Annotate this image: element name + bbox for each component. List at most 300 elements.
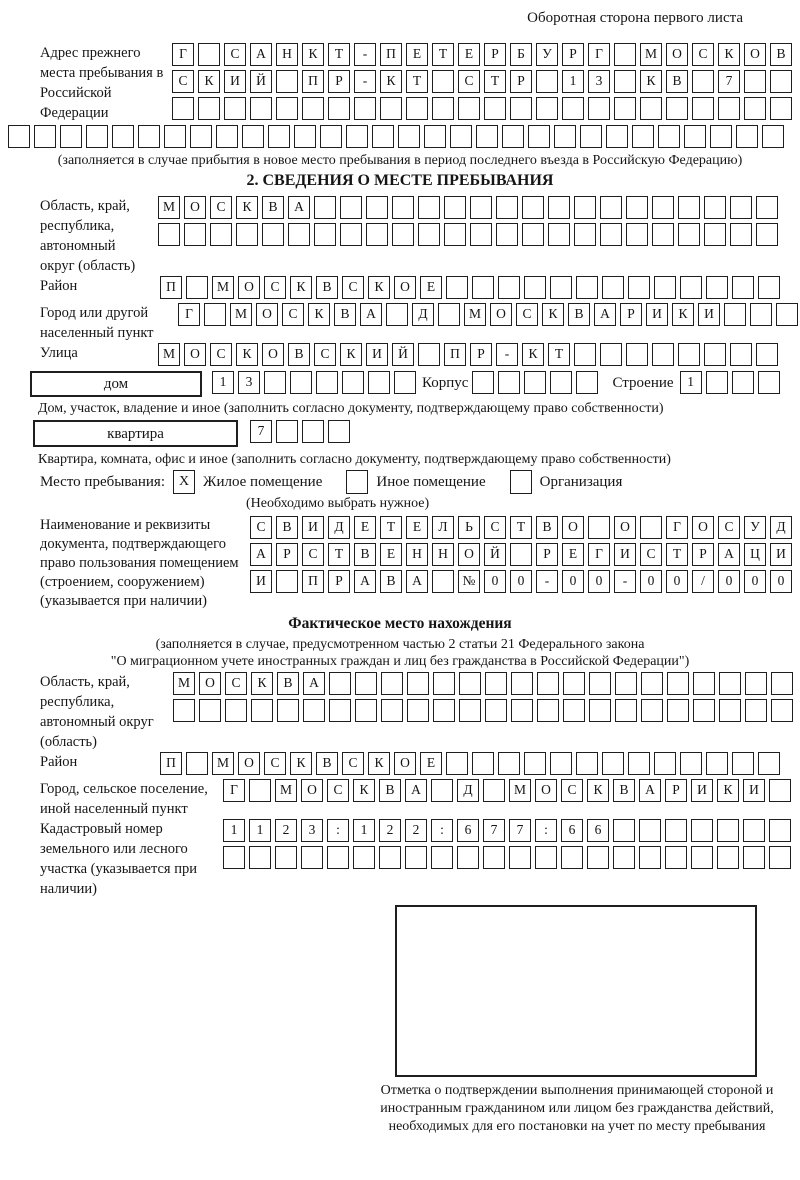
char-box: 1 bbox=[223, 819, 245, 842]
fact-oblast-row-1 bbox=[173, 672, 797, 695]
char-box bbox=[691, 846, 713, 869]
char-box bbox=[302, 420, 324, 443]
char-box: Т bbox=[666, 543, 688, 566]
char-box bbox=[277, 699, 299, 722]
char-box: В bbox=[380, 570, 402, 593]
char-box bbox=[264, 371, 286, 394]
gorod-field bbox=[40, 303, 800, 343]
char-box bbox=[718, 97, 740, 120]
char-box: 0 bbox=[770, 570, 792, 593]
korpus-boxes bbox=[472, 371, 602, 394]
char-box bbox=[392, 223, 414, 246]
char-box bbox=[446, 752, 468, 775]
char-box bbox=[418, 343, 440, 366]
char-box bbox=[678, 343, 700, 366]
char-box: - bbox=[614, 570, 636, 593]
char-box bbox=[407, 672, 429, 695]
char-box: Л bbox=[432, 516, 454, 539]
char-box: С bbox=[225, 672, 247, 695]
char-box: Д bbox=[328, 516, 350, 539]
char-box bbox=[355, 699, 377, 722]
char-box: О bbox=[238, 276, 260, 299]
char-box bbox=[340, 223, 362, 246]
char-box: Т bbox=[380, 516, 402, 539]
char-box: Р bbox=[510, 70, 532, 93]
char-box: 7 bbox=[483, 819, 505, 842]
char-box: О bbox=[490, 303, 512, 326]
char-box bbox=[678, 196, 700, 219]
char-box bbox=[719, 672, 741, 695]
char-box bbox=[381, 699, 403, 722]
char-box: В bbox=[316, 276, 338, 299]
char-box bbox=[550, 371, 572, 394]
char-box: С bbox=[561, 779, 583, 802]
char-box bbox=[354, 97, 376, 120]
char-box bbox=[314, 196, 336, 219]
char-box: 0 bbox=[510, 570, 532, 593]
char-box bbox=[576, 276, 598, 299]
prev-address-row-1 bbox=[172, 43, 796, 66]
char-box: У bbox=[744, 516, 766, 539]
char-box bbox=[433, 672, 455, 695]
char-box bbox=[496, 196, 518, 219]
char-box: Е bbox=[406, 43, 428, 66]
char-box bbox=[600, 196, 622, 219]
option-label-inoe: Иное помещение bbox=[376, 473, 486, 490]
char-box: М bbox=[212, 752, 234, 775]
char-box: 1 bbox=[680, 371, 702, 394]
kvartira-number-boxes bbox=[250, 420, 354, 443]
char-box bbox=[190, 125, 212, 148]
char-box bbox=[704, 223, 726, 246]
char-box bbox=[251, 699, 273, 722]
char-box: С bbox=[224, 43, 246, 66]
kadastr-label: Кадастровый номер земельного или лесного участка (указывается при наличии) bbox=[40, 821, 197, 897]
char-box: Д bbox=[770, 516, 792, 539]
checkbox-inoe bbox=[346, 470, 368, 494]
fact-oblast-row-2 bbox=[173, 699, 797, 722]
char-box bbox=[198, 43, 220, 66]
char-box bbox=[615, 699, 637, 722]
char-box bbox=[249, 779, 271, 802]
prev-address-row-4 bbox=[8, 125, 800, 148]
char-box: 1 bbox=[562, 70, 584, 93]
char-box: А bbox=[250, 543, 272, 566]
char-box bbox=[680, 276, 702, 299]
char-box: 1 bbox=[249, 819, 271, 842]
char-box: Г bbox=[666, 516, 688, 539]
char-box bbox=[302, 97, 324, 120]
char-box: 3 bbox=[301, 819, 323, 842]
char-box bbox=[405, 846, 427, 869]
char-box bbox=[316, 371, 338, 394]
char-box bbox=[472, 752, 494, 775]
char-box bbox=[392, 196, 414, 219]
char-box: П bbox=[160, 752, 182, 775]
char-box bbox=[262, 223, 284, 246]
char-box: Р bbox=[470, 343, 492, 366]
char-box bbox=[665, 846, 687, 869]
char-box: № bbox=[458, 570, 480, 593]
char-box bbox=[431, 846, 453, 869]
prev-address-label: Адрес прежнего места пребывания в Российской Федерации bbox=[40, 45, 164, 121]
char-box: - bbox=[536, 570, 558, 593]
char-box: 1 bbox=[353, 819, 375, 842]
char-box: С bbox=[327, 779, 349, 802]
char-box: Й bbox=[392, 343, 414, 366]
char-box: Т bbox=[432, 43, 454, 66]
fact-oblast-grid bbox=[173, 672, 797, 752]
char-box bbox=[640, 97, 662, 120]
raion-label: Район bbox=[40, 278, 78, 294]
char-box: М bbox=[640, 43, 662, 66]
char-box bbox=[186, 276, 208, 299]
char-box bbox=[693, 672, 715, 695]
char-box: 0 bbox=[718, 570, 740, 593]
kvartira-label-box: квартира bbox=[33, 420, 238, 447]
char-box: К bbox=[522, 343, 544, 366]
char-box: О bbox=[256, 303, 278, 326]
char-box: С bbox=[342, 276, 364, 299]
char-box: : bbox=[327, 819, 349, 842]
char-box bbox=[550, 752, 572, 775]
oblast-grid bbox=[158, 196, 782, 276]
char-box bbox=[184, 223, 206, 246]
char-box: В bbox=[666, 70, 688, 93]
char-box bbox=[588, 516, 610, 539]
char-box bbox=[691, 819, 713, 842]
prev-address-row-3 bbox=[172, 97, 796, 120]
char-box: В bbox=[276, 516, 298, 539]
char-box bbox=[641, 672, 663, 695]
char-box: М bbox=[158, 196, 180, 219]
char-box bbox=[528, 125, 550, 148]
char-box: Р bbox=[276, 543, 298, 566]
checkbox-zhiloe: X bbox=[173, 470, 195, 494]
char-box: С bbox=[314, 343, 336, 366]
char-box bbox=[706, 752, 728, 775]
char-box bbox=[476, 125, 498, 148]
char-box bbox=[394, 371, 416, 394]
char-box bbox=[172, 97, 194, 120]
char-box: Е bbox=[406, 516, 428, 539]
mesto-row bbox=[40, 469, 800, 495]
stamp-box bbox=[395, 905, 757, 1077]
char-box bbox=[756, 343, 778, 366]
char-box bbox=[444, 196, 466, 219]
char-box bbox=[483, 846, 505, 869]
char-box bbox=[615, 672, 637, 695]
char-box: О bbox=[394, 276, 416, 299]
prev-address-grid bbox=[172, 43, 796, 124]
char-box: О bbox=[692, 516, 714, 539]
char-box: Р bbox=[562, 43, 584, 66]
char-box bbox=[730, 223, 752, 246]
char-box bbox=[758, 752, 780, 775]
char-box: С bbox=[484, 516, 506, 539]
char-box bbox=[600, 223, 622, 246]
mesto-label: Место пребывания: bbox=[40, 473, 165, 490]
char-box: Т bbox=[328, 43, 350, 66]
char-box: П bbox=[380, 43, 402, 66]
char-box: К bbox=[587, 779, 609, 802]
char-box bbox=[724, 303, 746, 326]
option-label-organizatsiya: Организация bbox=[539, 473, 623, 490]
char-box: О bbox=[614, 516, 636, 539]
char-box: С bbox=[302, 543, 324, 566]
char-box bbox=[580, 125, 602, 148]
char-box bbox=[502, 125, 524, 148]
char-box bbox=[249, 846, 271, 869]
char-box bbox=[602, 276, 624, 299]
option-label-zhiloe: Жилое помещение bbox=[203, 473, 323, 490]
char-box bbox=[563, 672, 585, 695]
char-box bbox=[204, 303, 226, 326]
kadastr-grid bbox=[223, 819, 795, 899]
char-box: М bbox=[212, 276, 234, 299]
char-box: О bbox=[184, 343, 206, 366]
char-box bbox=[225, 699, 247, 722]
char-box: / bbox=[692, 570, 714, 593]
char-box: К bbox=[353, 779, 375, 802]
document-row-1 bbox=[250, 516, 796, 539]
char-box bbox=[730, 343, 752, 366]
mesto-select-note: (Необходимо выбрать нужное) bbox=[246, 496, 430, 511]
char-box bbox=[641, 699, 663, 722]
char-box: 7 bbox=[718, 70, 740, 93]
char-box bbox=[407, 699, 429, 722]
char-box bbox=[666, 97, 688, 120]
char-box bbox=[431, 779, 453, 802]
char-box bbox=[328, 420, 350, 443]
char-box bbox=[600, 343, 622, 366]
char-box: М bbox=[230, 303, 252, 326]
char-box bbox=[537, 699, 559, 722]
char-box bbox=[510, 543, 532, 566]
char-box: К bbox=[340, 343, 362, 366]
char-box bbox=[562, 97, 584, 120]
char-box: Д bbox=[457, 779, 479, 802]
char-box bbox=[640, 516, 662, 539]
char-box bbox=[524, 752, 546, 775]
char-box bbox=[769, 779, 791, 802]
char-box bbox=[652, 196, 674, 219]
char-box: А bbox=[354, 570, 376, 593]
char-box bbox=[418, 196, 440, 219]
oblast-row-2 bbox=[158, 223, 782, 246]
char-box bbox=[276, 420, 298, 443]
oblast-row-1 bbox=[158, 196, 782, 219]
fact-gorod-field bbox=[40, 779, 800, 819]
char-box: Р bbox=[328, 70, 350, 93]
char-box bbox=[459, 699, 481, 722]
gorod-row bbox=[178, 303, 800, 326]
kadastr-field bbox=[40, 819, 800, 899]
char-box bbox=[654, 276, 676, 299]
char-box: П bbox=[160, 276, 182, 299]
char-box: А bbox=[406, 570, 428, 593]
char-box: 0 bbox=[588, 570, 610, 593]
char-box bbox=[418, 223, 440, 246]
char-box bbox=[758, 371, 780, 394]
char-box bbox=[275, 846, 297, 869]
char-box: К bbox=[290, 276, 312, 299]
char-box: О bbox=[458, 543, 480, 566]
char-box bbox=[368, 371, 390, 394]
char-box bbox=[320, 125, 342, 148]
char-box: К bbox=[640, 70, 662, 93]
char-box bbox=[450, 125, 472, 148]
char-box: А bbox=[405, 779, 427, 802]
char-box: Д bbox=[412, 303, 434, 326]
char-box bbox=[574, 223, 596, 246]
char-box: О bbox=[744, 43, 766, 66]
char-box bbox=[536, 70, 558, 93]
kvartira-row bbox=[33, 420, 800, 450]
char-box bbox=[138, 125, 160, 148]
char-box: П bbox=[444, 343, 466, 366]
char-box bbox=[554, 125, 576, 148]
fact-raion-row bbox=[160, 752, 784, 775]
char-box bbox=[628, 752, 650, 775]
char-box: 0 bbox=[744, 570, 766, 593]
char-box: К bbox=[290, 752, 312, 775]
char-box: А bbox=[594, 303, 616, 326]
char-box: В bbox=[770, 43, 792, 66]
char-box bbox=[158, 223, 180, 246]
char-box bbox=[736, 125, 758, 148]
char-box: С bbox=[172, 70, 194, 93]
char-box: 0 bbox=[562, 570, 584, 593]
char-box: Е bbox=[458, 43, 480, 66]
document-row-2 bbox=[250, 543, 796, 566]
char-box: К bbox=[236, 343, 258, 366]
document-label: Наименование и реквизиты документа, подтверждающего право пользования помещением (строением, сооружением) (указывается при наличии) bbox=[40, 517, 239, 609]
char-box: 3 bbox=[238, 371, 260, 394]
char-box bbox=[613, 819, 635, 842]
char-box bbox=[771, 672, 793, 695]
char-box bbox=[496, 223, 518, 246]
char-box: : bbox=[535, 819, 557, 842]
char-box bbox=[294, 125, 316, 148]
char-box bbox=[589, 672, 611, 695]
char-box bbox=[628, 276, 650, 299]
char-box bbox=[717, 846, 739, 869]
char-box bbox=[632, 125, 654, 148]
char-box bbox=[561, 846, 583, 869]
char-box bbox=[432, 70, 454, 93]
char-box bbox=[216, 125, 238, 148]
ulitsa-row bbox=[158, 343, 782, 366]
char-box: Е bbox=[354, 516, 376, 539]
char-box bbox=[665, 819, 687, 842]
char-box: С bbox=[516, 303, 538, 326]
char-box: А bbox=[360, 303, 382, 326]
char-box: А bbox=[250, 43, 272, 66]
char-box: Н bbox=[276, 43, 298, 66]
char-box: - bbox=[496, 343, 518, 366]
char-box: О bbox=[562, 516, 584, 539]
char-box: Т bbox=[548, 343, 570, 366]
char-box bbox=[424, 125, 446, 148]
char-box bbox=[485, 699, 507, 722]
gorod-label: Город или другой населенный пункт bbox=[40, 305, 154, 341]
char-box bbox=[340, 196, 362, 219]
char-box bbox=[224, 97, 246, 120]
oblast-field bbox=[40, 196, 800, 276]
kadastr-row-2 bbox=[223, 846, 795, 869]
char-box bbox=[509, 846, 531, 869]
char-box bbox=[438, 303, 460, 326]
char-box bbox=[223, 846, 245, 869]
char-box: К bbox=[368, 276, 390, 299]
char-box bbox=[327, 846, 349, 869]
char-box: С bbox=[264, 276, 286, 299]
char-box bbox=[511, 699, 533, 722]
char-box: Р bbox=[484, 43, 506, 66]
char-box bbox=[667, 672, 689, 695]
char-box bbox=[433, 699, 455, 722]
char-box bbox=[770, 97, 792, 120]
char-box: В bbox=[334, 303, 356, 326]
char-box bbox=[250, 97, 272, 120]
char-box: Е bbox=[420, 752, 442, 775]
char-box bbox=[511, 672, 533, 695]
char-box: С bbox=[718, 516, 740, 539]
char-box bbox=[329, 672, 351, 695]
char-box bbox=[446, 276, 468, 299]
char-box: 2 bbox=[405, 819, 427, 842]
char-box: В bbox=[536, 516, 558, 539]
char-box bbox=[459, 672, 481, 695]
char-box bbox=[704, 196, 726, 219]
char-box: А bbox=[288, 196, 310, 219]
char-box bbox=[346, 125, 368, 148]
char-box: О bbox=[666, 43, 688, 66]
fact-gorod-row bbox=[223, 779, 795, 802]
char-box: К bbox=[236, 196, 258, 219]
char-box: Е bbox=[380, 543, 402, 566]
char-box bbox=[535, 846, 557, 869]
prev-address-row-2 bbox=[172, 70, 796, 93]
char-box bbox=[536, 97, 558, 120]
char-box bbox=[398, 125, 420, 148]
char-box: - bbox=[354, 43, 376, 66]
char-box bbox=[758, 276, 780, 299]
char-box: М bbox=[173, 672, 195, 695]
fact-note-line2: "О миграционном учете иностранных граждан и лиц без гражданства в Российской Федерации") bbox=[110, 654, 690, 669]
char-box bbox=[587, 846, 609, 869]
char-box: М bbox=[275, 779, 297, 802]
char-box: С bbox=[264, 752, 286, 775]
char-box bbox=[60, 125, 82, 148]
kadastr-row-1 bbox=[223, 819, 795, 842]
char-box: 2 bbox=[379, 819, 401, 842]
char-box: К bbox=[717, 779, 739, 802]
char-box: П bbox=[302, 570, 324, 593]
char-box bbox=[613, 846, 635, 869]
char-box: Т bbox=[328, 543, 350, 566]
char-box bbox=[626, 343, 648, 366]
char-box bbox=[522, 196, 544, 219]
char-box: 6 bbox=[457, 819, 479, 842]
char-box bbox=[652, 343, 674, 366]
char-box: Т bbox=[510, 516, 532, 539]
char-box: Ц bbox=[744, 543, 766, 566]
char-box bbox=[242, 125, 264, 148]
char-box: И bbox=[302, 516, 324, 539]
char-box bbox=[614, 43, 636, 66]
